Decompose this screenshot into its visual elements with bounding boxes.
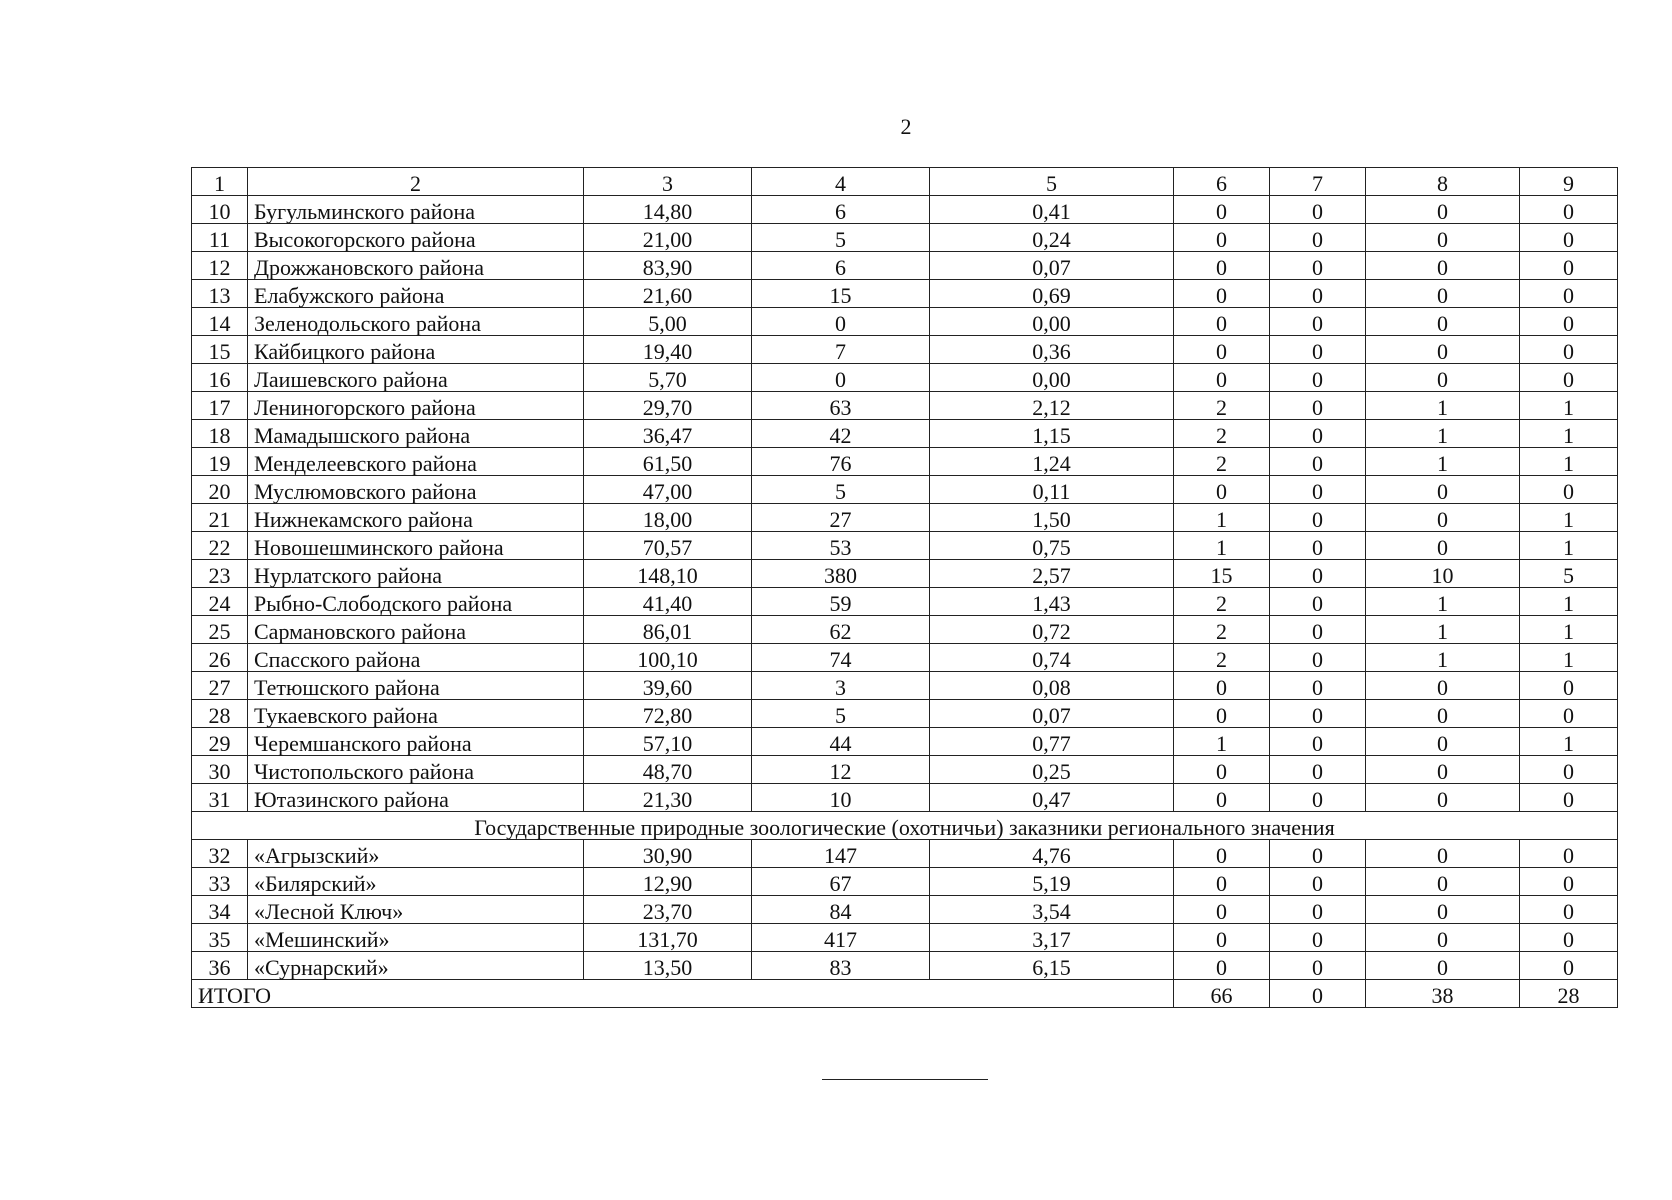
- total-value: 28: [1520, 980, 1618, 1008]
- value-cell: 1: [1366, 392, 1520, 420]
- footer-rule: [822, 1079, 988, 1080]
- name-cell: Лениногорского района: [248, 392, 584, 420]
- table-row: [192, 504, 1618, 532]
- value-cell: 59: [752, 588, 930, 616]
- name-cell: Чистопольского района: [248, 756, 584, 784]
- column-number: 3: [584, 168, 752, 196]
- value-cell: 2: [1174, 644, 1270, 672]
- column-number: 2: [248, 168, 584, 196]
- value-cell: 0,07: [930, 700, 1174, 728]
- table-row: [192, 224, 1618, 252]
- value-cell: 0: [1270, 588, 1366, 616]
- value-cell: 5,70: [584, 364, 752, 392]
- value-cell: 0: [1174, 308, 1270, 336]
- value-cell: 0: [1366, 952, 1520, 980]
- value-cell: 6,15: [930, 952, 1174, 980]
- table-row: [192, 364, 1618, 392]
- value-cell: 100,10: [584, 644, 752, 672]
- value-cell: 148,10: [584, 560, 752, 588]
- value-cell: 1: [1520, 420, 1618, 448]
- value-cell: 0: [1174, 364, 1270, 392]
- row-number-cell: 26: [192, 644, 248, 672]
- value-cell: 6: [752, 252, 930, 280]
- value-cell: 1,24: [930, 448, 1174, 476]
- row-number-cell: 32: [192, 840, 248, 868]
- value-cell: 21,60: [584, 280, 752, 308]
- row-number-cell: 17: [192, 392, 248, 420]
- row-number-cell: 20: [192, 476, 248, 504]
- value-cell: 2: [1174, 420, 1270, 448]
- row-number-cell: 18: [192, 420, 248, 448]
- value-cell: 1: [1174, 504, 1270, 532]
- value-cell: 10: [752, 784, 930, 812]
- value-cell: 0: [1270, 252, 1366, 280]
- value-cell: 63: [752, 392, 930, 420]
- value-cell: 0: [752, 308, 930, 336]
- value-cell: 21,00: [584, 224, 752, 252]
- value-cell: 62: [752, 616, 930, 644]
- value-cell: 2: [1174, 588, 1270, 616]
- value-cell: 0,00: [930, 308, 1174, 336]
- value-cell: 0: [1174, 924, 1270, 952]
- value-cell: 0: [1270, 728, 1366, 756]
- value-cell: 0: [1366, 504, 1520, 532]
- value-cell: 0,36: [930, 336, 1174, 364]
- row-number-cell: 27: [192, 672, 248, 700]
- column-number: 4: [752, 168, 930, 196]
- value-cell: 2: [1174, 392, 1270, 420]
- value-cell: 0: [1174, 868, 1270, 896]
- value-cell: 0: [1366, 924, 1520, 952]
- value-cell: 0: [1174, 896, 1270, 924]
- value-cell: 0: [1174, 672, 1270, 700]
- value-cell: 6: [752, 196, 930, 224]
- value-cell: 0: [1270, 560, 1366, 588]
- name-cell: «Сурнарский»: [248, 952, 584, 980]
- value-cell: 21,30: [584, 784, 752, 812]
- column-number: 1: [192, 168, 248, 196]
- value-cell: 1: [1520, 728, 1618, 756]
- row-number-cell: 34: [192, 896, 248, 924]
- table-row: [192, 308, 1618, 336]
- section-heading: Государственные природные зоологические (охотничьи) заказники регионального значения: [192, 812, 1618, 840]
- table-row: [192, 868, 1618, 896]
- value-cell: 0: [1270, 952, 1366, 980]
- value-cell: 1: [1520, 504, 1618, 532]
- value-cell: 417: [752, 924, 930, 952]
- table-row: [192, 532, 1618, 560]
- row-number-cell: 25: [192, 616, 248, 644]
- value-cell: 0,24: [930, 224, 1174, 252]
- name-cell: Тукаевского района: [248, 700, 584, 728]
- value-cell: 0: [752, 364, 930, 392]
- value-cell: 5,19: [930, 868, 1174, 896]
- row-number-cell: 10: [192, 196, 248, 224]
- value-cell: 84: [752, 896, 930, 924]
- name-cell: Высокогорского района: [248, 224, 584, 252]
- table-row: [192, 840, 1618, 868]
- value-cell: 0: [1270, 196, 1366, 224]
- value-cell: 0,72: [930, 616, 1174, 644]
- value-cell: 36,47: [584, 420, 752, 448]
- value-cell: 3: [752, 672, 930, 700]
- value-cell: 0: [1270, 280, 1366, 308]
- value-cell: 0: [1520, 952, 1618, 980]
- value-cell: 0: [1174, 784, 1270, 812]
- row-number-cell: 35: [192, 924, 248, 952]
- value-cell: 70,57: [584, 532, 752, 560]
- value-cell: 3,54: [930, 896, 1174, 924]
- column-number: 9: [1520, 168, 1618, 196]
- value-cell: 0: [1520, 476, 1618, 504]
- value-cell: 0,11: [930, 476, 1174, 504]
- value-cell: 13,50: [584, 952, 752, 980]
- value-cell: 0: [1270, 476, 1366, 504]
- value-cell: 1: [1520, 644, 1618, 672]
- value-cell: 0,77: [930, 728, 1174, 756]
- value-cell: 76: [752, 448, 930, 476]
- value-cell: 0: [1366, 252, 1520, 280]
- value-cell: 0: [1366, 364, 1520, 392]
- total-row: [192, 980, 1618, 1008]
- name-cell: Черемшанского района: [248, 728, 584, 756]
- name-cell: Спасского района: [248, 644, 584, 672]
- value-cell: 83: [752, 952, 930, 980]
- value-cell: 0: [1270, 616, 1366, 644]
- value-cell: 0: [1366, 700, 1520, 728]
- table-row: [192, 392, 1618, 420]
- value-cell: 0: [1366, 896, 1520, 924]
- value-cell: 0,75: [930, 532, 1174, 560]
- table-row: [192, 784, 1618, 812]
- value-cell: 0: [1174, 196, 1270, 224]
- name-cell: Муслюмовского района: [248, 476, 584, 504]
- value-cell: 380: [752, 560, 930, 588]
- table-row: [192, 756, 1618, 784]
- value-cell: 2,12: [930, 392, 1174, 420]
- value-cell: 0,69: [930, 280, 1174, 308]
- value-cell: 131,70: [584, 924, 752, 952]
- value-cell: 2: [1174, 448, 1270, 476]
- column-number: 5: [930, 168, 1174, 196]
- table-row: [192, 672, 1618, 700]
- value-cell: 0: [1520, 308, 1618, 336]
- value-cell: 0: [1520, 364, 1618, 392]
- value-cell: 72,80: [584, 700, 752, 728]
- value-cell: 5: [1520, 560, 1618, 588]
- value-cell: 0: [1174, 224, 1270, 252]
- name-cell: Мамадышского района: [248, 420, 584, 448]
- row-number-cell: 30: [192, 756, 248, 784]
- value-cell: 1: [1520, 448, 1618, 476]
- column-number: 8: [1366, 168, 1520, 196]
- value-cell: 57,10: [584, 728, 752, 756]
- total-value: 0: [1270, 980, 1366, 1008]
- name-cell: Нурлатского района: [248, 560, 584, 588]
- row-number-cell: 33: [192, 868, 248, 896]
- value-cell: 15: [752, 280, 930, 308]
- value-cell: 0: [1174, 252, 1270, 280]
- value-cell: 0: [1520, 784, 1618, 812]
- row-number-cell: 16: [192, 364, 248, 392]
- name-cell: Новошешминского района: [248, 532, 584, 560]
- value-cell: 0,47: [930, 784, 1174, 812]
- row-number-cell: 13: [192, 280, 248, 308]
- value-cell: 12,90: [584, 868, 752, 896]
- table-row: [192, 476, 1618, 504]
- value-cell: 39,60: [584, 672, 752, 700]
- value-cell: 0: [1270, 840, 1366, 868]
- value-cell: 0: [1366, 532, 1520, 560]
- value-cell: 0: [1366, 784, 1520, 812]
- value-cell: 1: [1174, 728, 1270, 756]
- value-cell: 0: [1270, 868, 1366, 896]
- value-cell: 0: [1520, 868, 1618, 896]
- row-number-cell: 21: [192, 504, 248, 532]
- value-cell: 0: [1270, 756, 1366, 784]
- value-cell: 42: [752, 420, 930, 448]
- value-cell: 5: [752, 700, 930, 728]
- value-cell: 74: [752, 644, 930, 672]
- value-cell: 0: [1520, 280, 1618, 308]
- value-cell: 4,76: [930, 840, 1174, 868]
- column-number: 7: [1270, 168, 1366, 196]
- value-cell: 0: [1520, 196, 1618, 224]
- page-number: 2: [900, 114, 912, 139]
- value-cell: 0,08: [930, 672, 1174, 700]
- table-row: [192, 196, 1618, 224]
- value-cell: 0,41: [930, 196, 1174, 224]
- table-body: [192, 168, 1618, 1008]
- name-cell: Тетюшского района: [248, 672, 584, 700]
- name-cell: Кайбицкого района: [248, 336, 584, 364]
- value-cell: 0: [1270, 672, 1366, 700]
- value-cell: 147: [752, 840, 930, 868]
- value-cell: 1: [1520, 616, 1618, 644]
- value-cell: 15: [1174, 560, 1270, 588]
- total-value: 66: [1174, 980, 1270, 1008]
- value-cell: 86,01: [584, 616, 752, 644]
- value-cell: 0: [1366, 224, 1520, 252]
- value-cell: 10: [1366, 560, 1520, 588]
- value-cell: 0: [1270, 364, 1366, 392]
- table-row: [192, 588, 1618, 616]
- value-cell: 0: [1174, 476, 1270, 504]
- value-cell: 7: [752, 336, 930, 364]
- value-cell: 0: [1520, 224, 1618, 252]
- value-cell: 0: [1366, 672, 1520, 700]
- name-cell: «Лесной Ключ»: [248, 896, 584, 924]
- value-cell: 83,90: [584, 252, 752, 280]
- value-cell: 5: [752, 224, 930, 252]
- table-row: [192, 952, 1618, 980]
- value-cell: 47,00: [584, 476, 752, 504]
- table-row: [192, 280, 1618, 308]
- value-cell: 3,17: [930, 924, 1174, 952]
- value-cell: 1: [1366, 644, 1520, 672]
- value-cell: 0: [1366, 868, 1520, 896]
- value-cell: 0: [1366, 336, 1520, 364]
- row-number-cell: 14: [192, 308, 248, 336]
- value-cell: 0: [1270, 924, 1366, 952]
- value-cell: 0: [1270, 896, 1366, 924]
- value-cell: 53: [752, 532, 930, 560]
- value-cell: 0: [1270, 336, 1366, 364]
- value-cell: 0: [1520, 252, 1618, 280]
- row-number-cell: 29: [192, 728, 248, 756]
- table-row: [192, 560, 1618, 588]
- row-number-cell: 12: [192, 252, 248, 280]
- value-cell: 0: [1174, 840, 1270, 868]
- name-cell: Нижнекамского района: [248, 504, 584, 532]
- value-cell: 44: [752, 728, 930, 756]
- value-cell: 0: [1270, 224, 1366, 252]
- value-cell: 0: [1270, 448, 1366, 476]
- value-cell: 0: [1174, 280, 1270, 308]
- value-cell: 5: [752, 476, 930, 504]
- value-cell: 12: [752, 756, 930, 784]
- value-cell: 0,00: [930, 364, 1174, 392]
- value-cell: 1: [1366, 448, 1520, 476]
- value-cell: 0: [1520, 840, 1618, 868]
- row-number-cell: 11: [192, 224, 248, 252]
- value-cell: 2,57: [930, 560, 1174, 588]
- name-cell: Ютазинского района: [248, 784, 584, 812]
- value-cell: 1,50: [930, 504, 1174, 532]
- value-cell: 0: [1270, 392, 1366, 420]
- name-cell: «Билярский»: [248, 868, 584, 896]
- value-cell: 48,70: [584, 756, 752, 784]
- value-cell: 30,90: [584, 840, 752, 868]
- value-cell: 0: [1270, 504, 1366, 532]
- value-cell: 5,00: [584, 308, 752, 336]
- name-cell: «Агрызский»: [248, 840, 584, 868]
- total-value: 38: [1366, 980, 1520, 1008]
- value-cell: 1: [1366, 616, 1520, 644]
- value-cell: 1: [1520, 532, 1618, 560]
- value-cell: 1: [1174, 532, 1270, 560]
- table-row: [192, 420, 1618, 448]
- table-row: [192, 924, 1618, 952]
- row-number-cell: 24: [192, 588, 248, 616]
- row-number-cell: 31: [192, 784, 248, 812]
- value-cell: 0: [1366, 476, 1520, 504]
- column-number-row: [192, 168, 1618, 196]
- row-number-cell: 23: [192, 560, 248, 588]
- row-number-cell: 36: [192, 952, 248, 980]
- value-cell: 23,70: [584, 896, 752, 924]
- value-cell: 0: [1366, 196, 1520, 224]
- value-cell: 0,25: [930, 756, 1174, 784]
- value-cell: 27: [752, 504, 930, 532]
- value-cell: 0,74: [930, 644, 1174, 672]
- name-cell: Рыбно-Слободского района: [248, 588, 584, 616]
- value-cell: 0: [1520, 700, 1618, 728]
- value-cell: 0: [1174, 952, 1270, 980]
- value-cell: 14,80: [584, 196, 752, 224]
- value-cell: 0: [1366, 840, 1520, 868]
- value-cell: 29,70: [584, 392, 752, 420]
- value-cell: 61,50: [584, 448, 752, 476]
- value-cell: 1: [1366, 420, 1520, 448]
- value-cell: 1: [1520, 392, 1618, 420]
- data-table: [191, 167, 1618, 1008]
- value-cell: 0: [1270, 308, 1366, 336]
- value-cell: 41,40: [584, 588, 752, 616]
- row-number-cell: 28: [192, 700, 248, 728]
- value-cell: 0: [1520, 756, 1618, 784]
- table-row: [192, 336, 1618, 364]
- name-cell: Лаишевского района: [248, 364, 584, 392]
- table-row: [192, 700, 1618, 728]
- table-row: [192, 448, 1618, 476]
- name-cell: Менделеевского района: [248, 448, 584, 476]
- value-cell: 0: [1174, 756, 1270, 784]
- name-cell: Дрожжановского района: [248, 252, 584, 280]
- table-row: [192, 644, 1618, 672]
- name-cell: Бугульминского района: [248, 196, 584, 224]
- value-cell: 0: [1270, 700, 1366, 728]
- row-number-cell: 15: [192, 336, 248, 364]
- value-cell: 1,43: [930, 588, 1174, 616]
- value-cell: 1,15: [930, 420, 1174, 448]
- value-cell: 0: [1270, 784, 1366, 812]
- name-cell: «Мешинский»: [248, 924, 584, 952]
- name-cell: Елабужского района: [248, 280, 584, 308]
- row-number-cell: 19: [192, 448, 248, 476]
- section-row: [192, 812, 1618, 840]
- value-cell: 0: [1174, 700, 1270, 728]
- name-cell: Сармановского района: [248, 616, 584, 644]
- name-cell: Зеленодольского района: [248, 308, 584, 336]
- value-cell: 0: [1270, 532, 1366, 560]
- row-number-cell: 22: [192, 532, 248, 560]
- value-cell: 0: [1366, 308, 1520, 336]
- value-cell: 0,07: [930, 252, 1174, 280]
- value-cell: 2: [1174, 616, 1270, 644]
- value-cell: 19,40: [584, 336, 752, 364]
- table-row: [192, 616, 1618, 644]
- column-number: 6: [1174, 168, 1270, 196]
- value-cell: 0: [1366, 280, 1520, 308]
- value-cell: 0: [1520, 672, 1618, 700]
- value-cell: 0: [1270, 420, 1366, 448]
- value-cell: 1: [1520, 588, 1618, 616]
- table-row: [192, 252, 1618, 280]
- value-cell: 18,00: [584, 504, 752, 532]
- value-cell: 0: [1270, 644, 1366, 672]
- value-cell: 0: [1520, 336, 1618, 364]
- table-row: [192, 896, 1618, 924]
- value-cell: 0: [1520, 896, 1618, 924]
- value-cell: 0: [1366, 728, 1520, 756]
- table-row: [192, 728, 1618, 756]
- value-cell: 0: [1174, 336, 1270, 364]
- value-cell: 1: [1366, 588, 1520, 616]
- value-cell: 0: [1366, 756, 1520, 784]
- value-cell: 0: [1520, 924, 1618, 952]
- total-label: ИТОГО: [192, 980, 1174, 1008]
- value-cell: 67: [752, 868, 930, 896]
